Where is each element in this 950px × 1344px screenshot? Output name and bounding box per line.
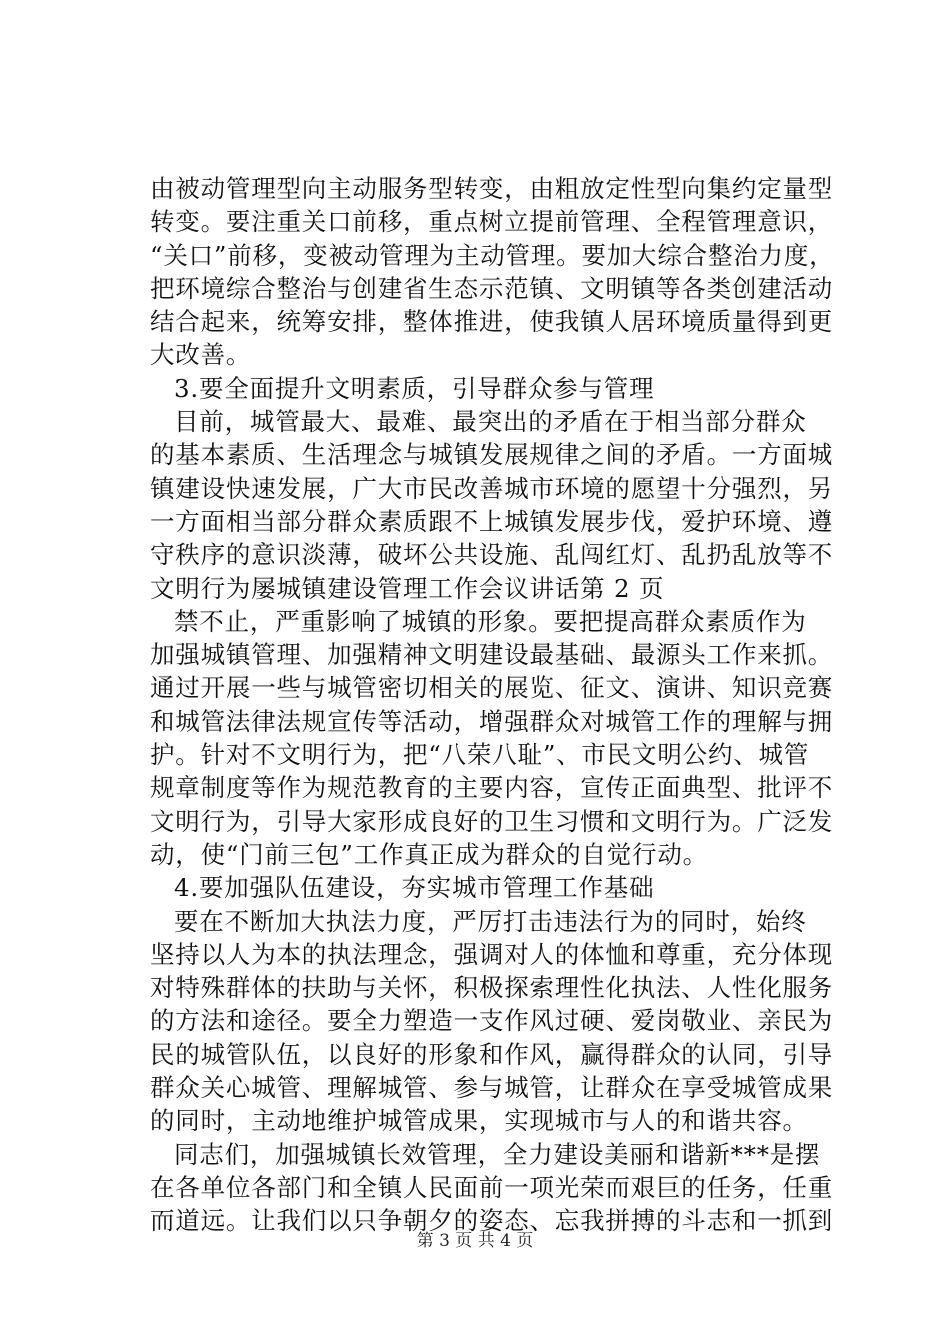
body-text-line: 在各单位各部门和全镇人民面前一项光荣而艰巨的任务，任重 <box>150 1172 834 1202</box>
body-text-line: 镇建设快速发展，广大市民改善城市环境的愿望十分强烈，另 <box>150 473 834 503</box>
body-text-line: 的方法和途径。要全力塑造一支作风过硬、爱岗敬业、亲民为 <box>150 1006 834 1036</box>
body-text-line: 群众关心城管、理解城管、参与城管，让群众在享受城管成果 <box>150 1073 834 1103</box>
body-text-line: 由被动管理型向主动服务型转变，由粗放定性型向集约定量型 <box>150 174 834 203</box>
body-text-line: 规章制度等作为规范教育的主要内容，宣传正面典型、批评不 <box>150 773 834 803</box>
body-text-line: 大改善。 <box>150 340 252 370</box>
body-text-line: 护。针对不文明行为，把“八荣八耻”、市民文明公约、城管 <box>150 740 810 770</box>
body-text-line: 3.要全面提升文明素质，引导群众参与管理 <box>174 373 655 403</box>
body-text-line: 对特殊群体的扶助与关怀，积极探索理性化执法、人性化服务 <box>150 973 834 1003</box>
body-text-line: 守秩序的意识淡薄，破坏公共设施、乱闯红灯、乱扔乱放等不 <box>150 540 834 570</box>
body-text-line: 动，使“门前三包”工作真正成为群众的自觉行动。 <box>150 839 708 869</box>
body-text-line: 文明行为，引导大家形成良好的卫生习惯和文明行为。广泛发 <box>150 806 834 836</box>
document-body <box>150 172 840 1238</box>
body-text-line: 转变。要注重关口前移，重点树立提前管理、全程管理意识， <box>150 207 834 237</box>
body-text-line: 的基本素质、生活理念与城镇发展规律之间的矛盾。一方面城 <box>150 440 834 470</box>
body-text-line: 的同时，主动地维护城管成果，实现城市与人的和谐共容。 <box>150 1106 808 1136</box>
body-text-line: 而道远。让我们以只争朝夕的姿态、忘我拼搏的斗志和一抓到 <box>150 1206 834 1236</box>
body-text-line: 一方面相当部分群众素质跟不上城镇发展步伐，爱护环境、遵 <box>150 506 834 536</box>
body-text-line: 加强城镇管理、加强精神文明建设最基础、最源头工作来抓。 <box>150 640 834 670</box>
body-text-line: 要在不断加大执法力度，严厉打击违法行为的同时，始终 <box>174 906 807 936</box>
body-text-line: “关口”前移，变被动管理为主动管理。要加大综合整治力度， <box>150 240 835 270</box>
body-text-line: 坚持以人为本的执法理念，强调对人的体恤和尊重，充分体现 <box>150 939 834 969</box>
body-text-line: 目前，城管最大、最难、最突出的矛盾在于相当部分群众 <box>174 407 807 437</box>
page-footer: 第 3 页 共 4 页 <box>416 1231 534 1251</box>
body-text-line: 禁不止，严重影响了城镇的形象。要把提高群众素质作为 <box>174 606 807 636</box>
body-text-line: 把环境综合整治与创建省生态示范镇、文明镇等各类创建活动 <box>150 273 834 303</box>
body-text-line: 通过开展一些与城管密切相关的展览、征文、演讲、知识竞赛 <box>150 673 834 703</box>
body-text-line: 4.要加强队伍建设，夯实城市管理工作基础 <box>174 873 655 903</box>
body-text-line: 文明行为屡城镇建设管理工作会议讲话第 2 页 <box>150 573 665 603</box>
body-text-line: 结合起来，统筹安排，整体推进，使我镇人居环境质量得到更 <box>150 307 834 337</box>
body-text-line: 和城管法律法规宣传等活动，增强群众对城管工作的理解与拥 <box>150 706 834 736</box>
body-text-line: 同志们，加强城镇长效管理，全力建设美丽和谐新***是摆 <box>174 1139 821 1169</box>
body-text-line: 民的城管队伍，以良好的形象和作风，赢得群众的认同，引导 <box>150 1039 834 1069</box>
